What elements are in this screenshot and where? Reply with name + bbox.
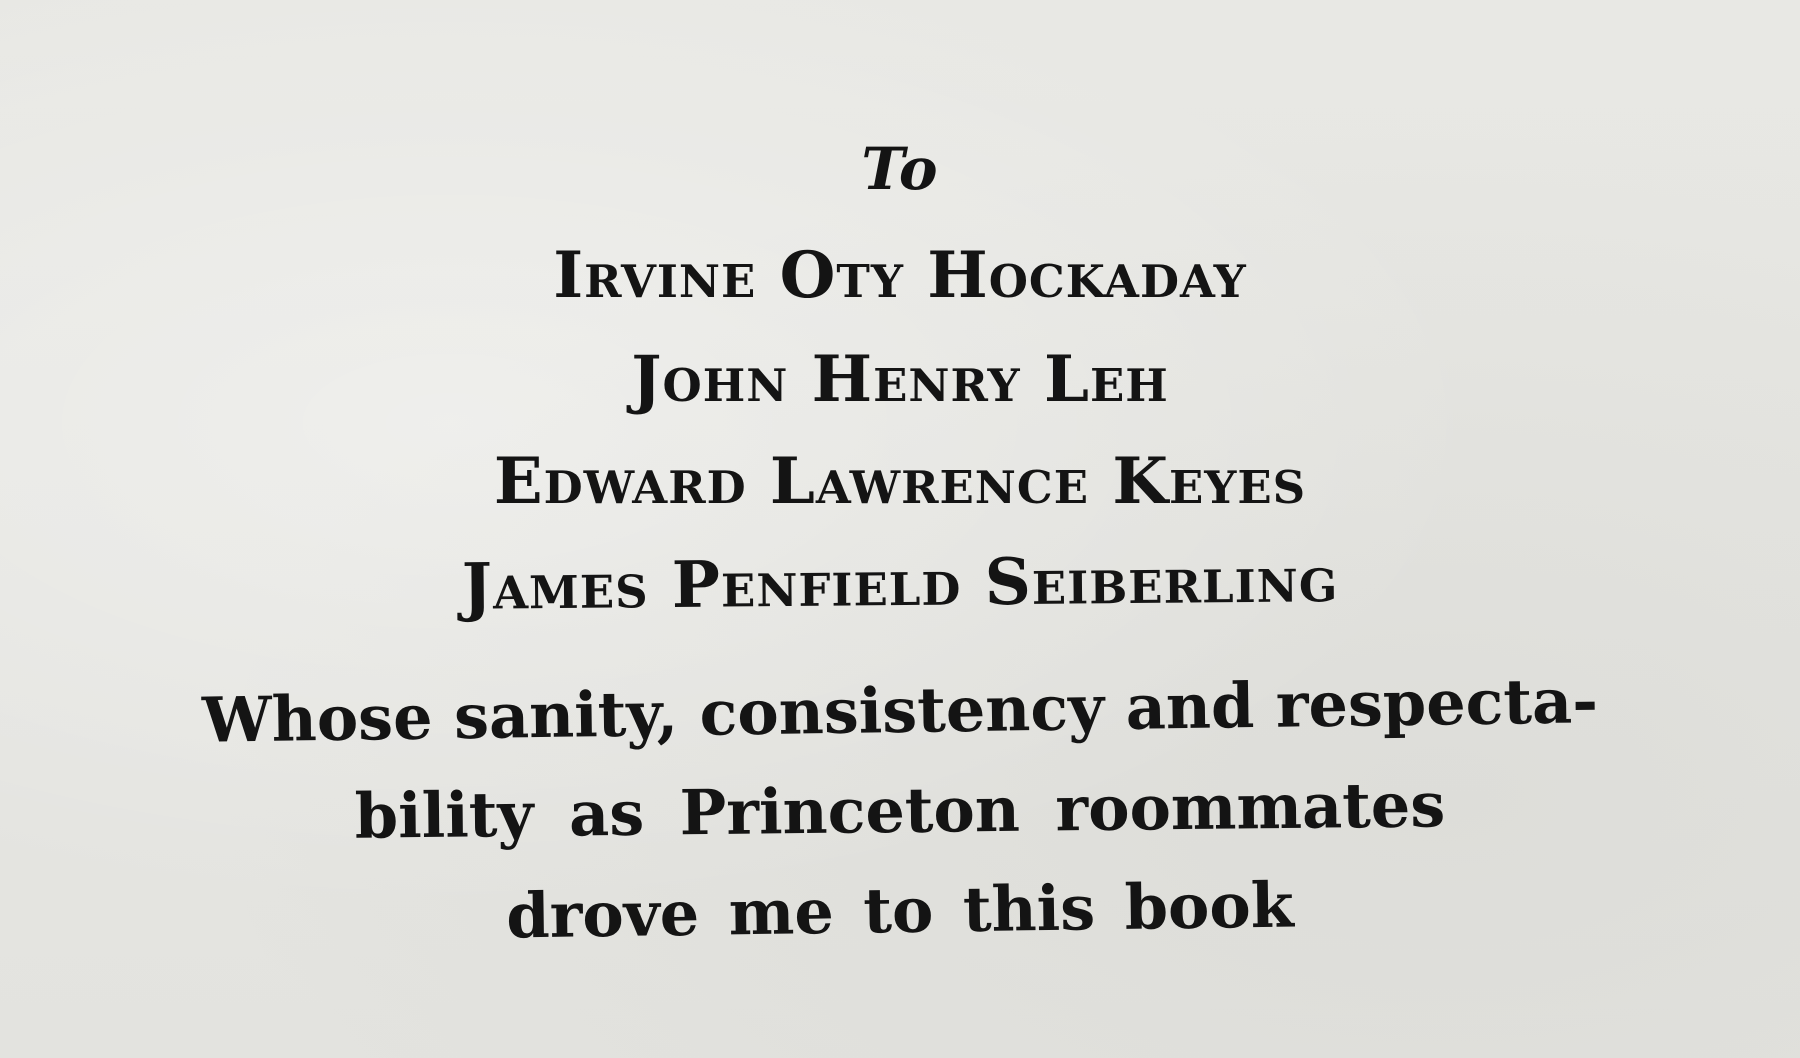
dedication-to: To: [861, 135, 939, 203]
dedicatee-name: John Henry Leh: [631, 342, 1169, 417]
dedicatee-name: Irvine Oty Hockaday: [553, 238, 1247, 313]
dedicatee-name: Edward Lawrence Keyes: [493, 444, 1307, 519]
dedicatee-name: James Penfield Seiberling: [461, 542, 1339, 625]
dedication-message-line: Whose sanity, consistency and respecta-: [201, 664, 1599, 757]
dedication-message-line: bility as Princeton roommates: [354, 768, 1446, 853]
dedication-message-line: drove me to this book: [505, 868, 1295, 953]
